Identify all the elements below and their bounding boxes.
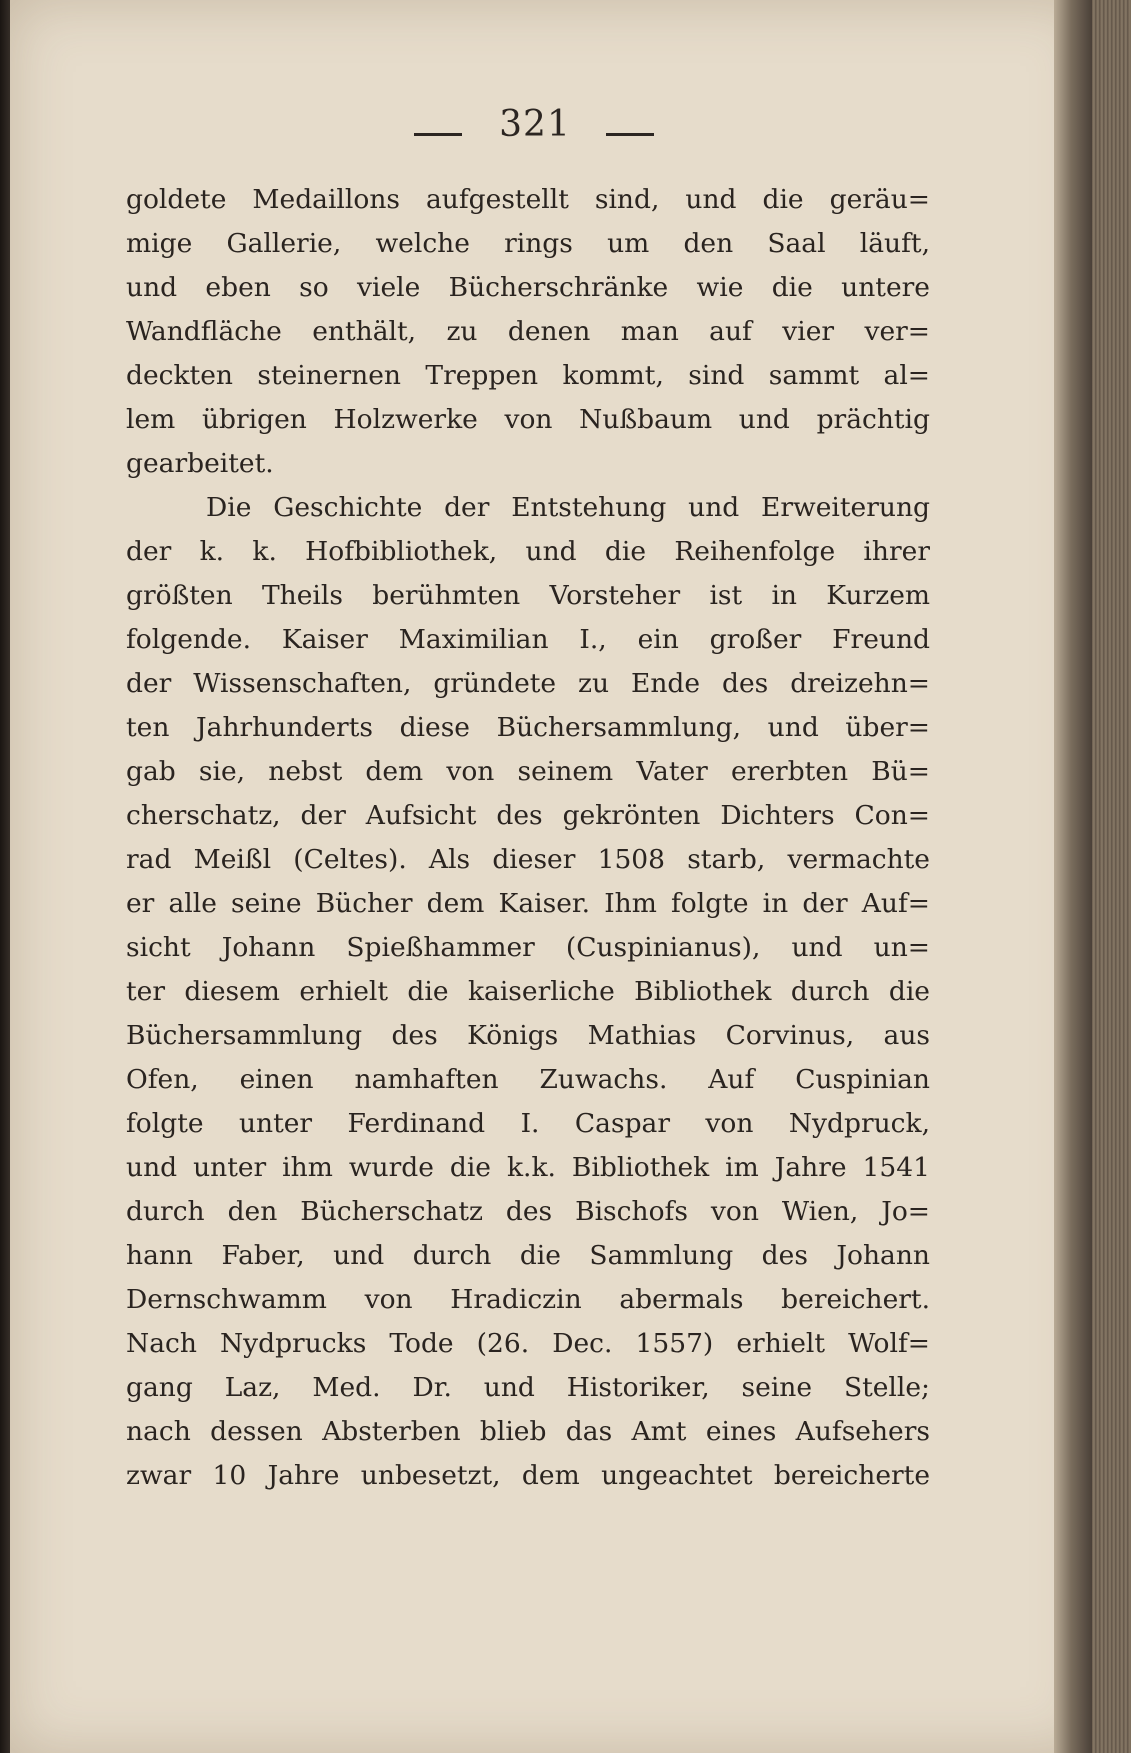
text-line: zwar 10 Jahre unbesetzt, dem ungeachtet bereicherte bbox=[126, 1460, 930, 1491]
text-line: goldete Medaillons aufgestellt sind, und die geräu= bbox=[126, 184, 930, 215]
text-line: durch den Bücherschatz des Bischofs von Wien, Jo= bbox=[126, 1196, 930, 1227]
text-line: Wandfläche enthält, zu denen man auf vier ver= bbox=[126, 316, 930, 347]
text-line: der k. k. Hofbibliothek, und die Reihenfolge ihrer bbox=[126, 536, 930, 567]
header-dash-right bbox=[606, 133, 654, 136]
page-stack-edges bbox=[1092, 0, 1131, 1753]
text-line: Ofen, einen namhaften Zuwachs. Auf Cuspinian bbox=[126, 1064, 930, 1095]
text-line: cherschatz, der Aufsicht des gekrönten Dichters Con= bbox=[126, 800, 930, 831]
text-line: gab sie, nebst dem von seinem Vater ererbten Bü= bbox=[126, 756, 930, 787]
text-line: hann Faber, und durch die Sammlung des Johann bbox=[126, 1240, 930, 1271]
text-line: gang Laz, Med. Dr. und Historiker, seine Stelle; bbox=[126, 1372, 930, 1403]
page-header bbox=[10, 104, 1092, 154]
body-text bbox=[126, 178, 930, 1498]
header-dash-left bbox=[414, 133, 462, 136]
text-line: größten Theils berühmten Vorsteher ist in Kurzem bbox=[126, 580, 930, 611]
text-line: Büchersammlung des Königs Mathias Corvinus, aus bbox=[126, 1020, 930, 1051]
text-line: gearbeitet. bbox=[126, 448, 274, 479]
text-line: nach dessen Absterben blieb das Amt eines Aufsehers bbox=[126, 1416, 930, 1447]
text-line: er alle seine Bücher dem Kaiser. Ihm folgte in der Auf= bbox=[126, 888, 930, 919]
text-line: und eben so viele Bücherschränke wie die untere bbox=[126, 272, 930, 303]
text-line: sicht Johann Spießhammer (Cuspinianus), und un= bbox=[126, 932, 930, 963]
text-line: mige Gallerie, welche rings um den Saal läuft, bbox=[126, 228, 930, 259]
text-line: ten Jahrhunderts diese Büchersammlung, und über= bbox=[126, 712, 930, 743]
text-line: ter diesem erhielt die kaiserliche Bibliothek durch die bbox=[126, 976, 930, 1007]
text-line: deckten steinernen Treppen kommt, sind sammt al= bbox=[126, 360, 930, 391]
text-line: rad Meißl (Celtes). Als dieser 1508 starb, vermachte bbox=[126, 844, 930, 875]
text-line: Die Geschichte der Entstehung und Erweiterung bbox=[206, 492, 930, 523]
text-line: Dernschwamm von Hradiczin abermals bereichert. bbox=[126, 1284, 930, 1315]
page-number: 321 bbox=[499, 104, 571, 145]
text-line: lem übrigen Holzwerke von Nußbaum und prächtig bbox=[126, 404, 930, 435]
book-page bbox=[10, 0, 1092, 1753]
text-line: folgende. Kaiser Maximilian I., ein großer Freund bbox=[126, 624, 930, 655]
text-line: folgte unter Ferdinand I. Caspar von Nydpruck, bbox=[126, 1108, 930, 1139]
text-line: der Wissenschaften, gründete zu Ende des dreizehn= bbox=[126, 668, 930, 699]
text-line: Nach Nydprucks Tode (26. Dec. 1557) erhielt Wolf= bbox=[126, 1328, 930, 1359]
binding-gutter bbox=[1054, 0, 1092, 1753]
text-line: und unter ihm wurde die k.k. Bibliothek im Jahre 1541 bbox=[126, 1152, 930, 1183]
